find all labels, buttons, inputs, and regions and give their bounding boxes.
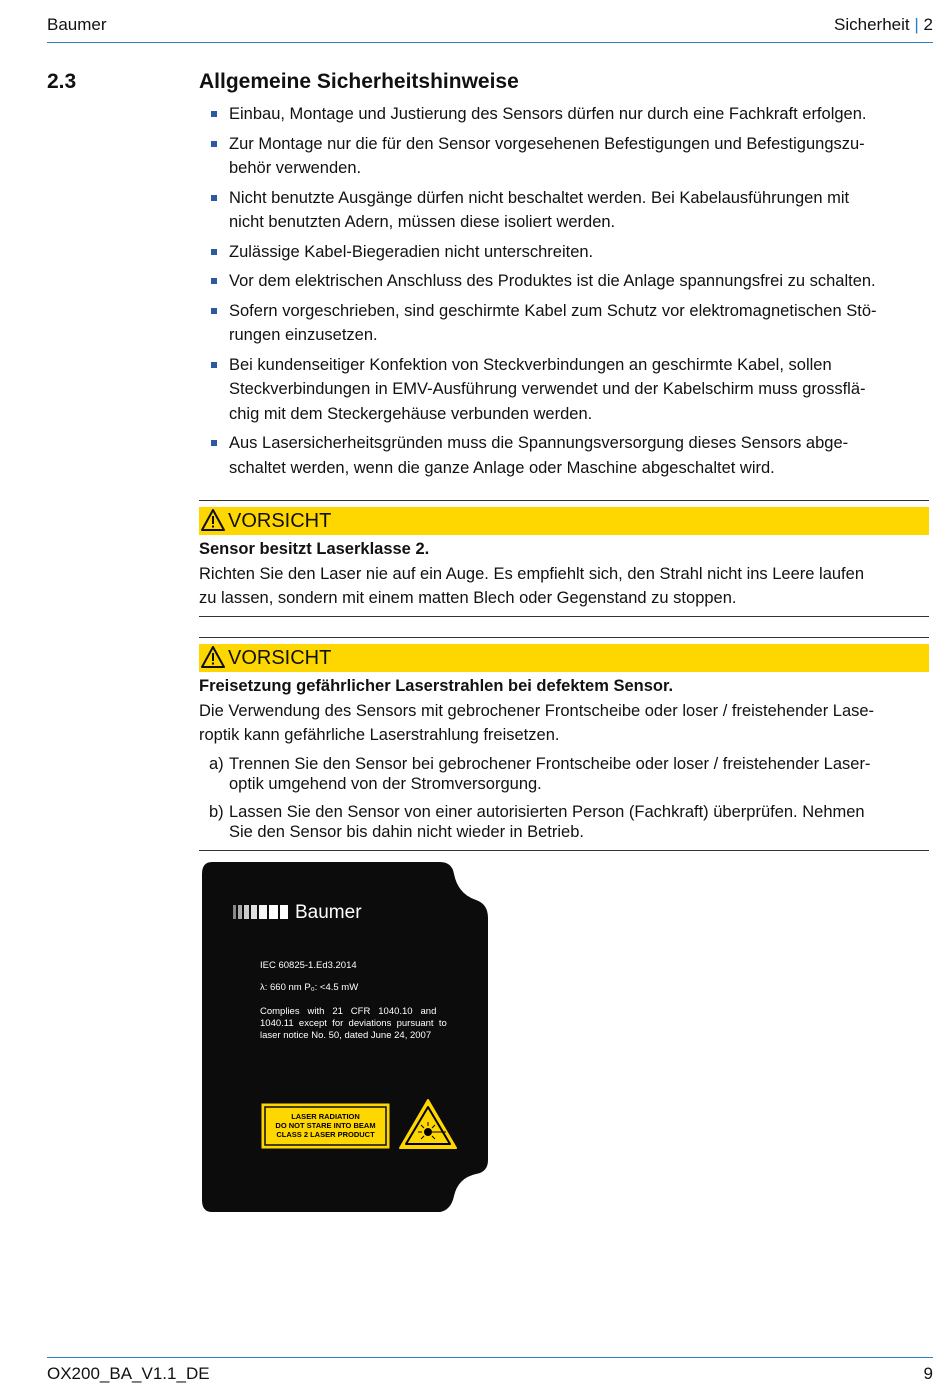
- caution-bottom-rule: [199, 616, 929, 617]
- laser-warning-sticker: [261, 1103, 390, 1149]
- warning-triangle-icon: [201, 646, 225, 673]
- bullet-text: Vor dem elektrischen Anschluss des Produktes ist die Anlage spannungsfrei zu schalten.: [229, 272, 876, 290]
- footer-page-number: 9: [923, 1364, 933, 1383]
- bullet-text: Einbau, Montage und Justierung des Sensors dürfen nur durch eine Fachkraft erfolgen.: [229, 105, 867, 123]
- bullet-square-icon: [211, 249, 217, 255]
- page-header: [47, 14, 933, 43]
- caution-heading: Freisetzung gefährlicher Laserstrahlen bei defektem Sensor.: [199, 677, 674, 695]
- bullet-item: [199, 240, 929, 265]
- bullet-item: [199, 431, 929, 480]
- sensor-device-label-image: [200, 860, 490, 1215]
- step-text: Trennen Sie den Sensor bei gebrochener Frontscheibe oder loser / freistehender Laser- optik umgehend von der Stromversorgung.: [229, 754, 871, 793]
- bullet-text: Nicht benutzte Ausgänge dürfen nicht beschaltet werden. Bei Kabelausführungen mit nicht benutzten Adern, müssen diese isoliert werden.: [229, 188, 850, 231]
- caution-heading: Sensor besitzt Laserklasse 2.: [199, 540, 430, 558]
- header-separator: |: [914, 15, 919, 34]
- caution-label: VORSICHT: [228, 647, 332, 669]
- page-footer: [47, 1357, 933, 1388]
- caution-banner: [199, 507, 929, 535]
- header-section-title: Sicherheit: [834, 15, 910, 34]
- bullet-item: [199, 299, 929, 348]
- device-compliance-2: 1040.11 except for deviations pursuant to: [260, 1018, 447, 1029]
- bullet-square-icon: [211, 195, 217, 201]
- sticker-line-1: LASER RADIATION: [291, 1112, 360, 1121]
- bullet-square-icon: [211, 440, 217, 446]
- device-spec: λ: 660 nm P₀: <4.5 mW: [260, 982, 359, 993]
- header-page: 2: [923, 15, 933, 34]
- caution-bottom-rule: [199, 850, 929, 851]
- section-number: 2.3: [47, 70, 77, 93]
- bullet-text: Zulässige Kabel-Biegeradien nicht unterschreiten.: [229, 242, 594, 261]
- bullet-item: [199, 186, 929, 235]
- bullet-text: Sofern vorgeschrieben, sind geschirmte Kabel zum Schutz vor elektromagnetischen Stö- rungen einzusetzen.: [229, 301, 877, 344]
- device-brand: Baumer: [295, 902, 362, 923]
- warning-triangle-icon: [201, 509, 225, 536]
- bullet-square-icon: [211, 111, 217, 117]
- bullet-text: Aus Lasersicherheitsgründen muss die Spannungsversorgung dieses Sensors abge- schaltet werden, wenn die ganze Anlage oder Maschine abgeschaltet wird.: [229, 434, 849, 477]
- caution-box-laser-class: [199, 500, 929, 617]
- action-steps: [199, 754, 929, 842]
- device-compliance-1: Complies with 21 CFR 1040.10 and: [260, 1006, 437, 1017]
- caution-top-rule: [199, 637, 929, 644]
- bullet-square-icon: [211, 308, 217, 314]
- header-section: [834, 15, 933, 35]
- caution-top-rule: [199, 500, 929, 507]
- caution-banner: [199, 644, 929, 672]
- caution-label: VORSICHT: [228, 510, 332, 532]
- caution-text: Die Verwendung des Sensors mit gebrochener Frontscheibe oder loser / freistehender Lase- roptik kann gefährliche Laserstrahlung freisetzen.: [199, 701, 875, 744]
- step-text: Lassen Sie den Sensor von einer autorisierten Person (Fachkraft) überprüfen. Nehmen Sie den Sensor bis dahin nicht wieder in Betrieb.: [229, 802, 865, 841]
- bullet-item: [199, 269, 929, 294]
- bullet-text: Zur Montage nur die für den Sensor vorgesehenen Befestigungen und Befestigungszu- behör verwenden.: [229, 134, 865, 177]
- section-title: Allgemeine Sicherheitshinweise: [199, 70, 519, 93]
- bullet-item: [199, 353, 929, 427]
- bullet-square-icon: [211, 141, 217, 147]
- sticker-line-3: CLASS 2 LASER PRODUCT: [276, 1130, 375, 1139]
- caution-text: Richten Sie den Laser nie auf ein Auge. Es empfiehlt sich, den Strahl nicht ins Leere laufen zu lassen, sondern mit einem matten Blech oder Gegenstand zu stoppen.: [199, 564, 864, 607]
- action-step: [199, 754, 929, 794]
- sticker-line-2: DO NOT STARE INTO BEAM: [275, 1121, 376, 1130]
- safety-bullet-list: [199, 102, 929, 485]
- device-compliance-3: laser notice No. 50, dated June 24, 2007: [260, 1030, 432, 1041]
- step-letter: b): [209, 802, 224, 821]
- bullet-square-icon: [211, 362, 217, 368]
- footer-doc-id: OX200_BA_V1.1_DE: [47, 1364, 210, 1383]
- bullet-square-icon: [211, 278, 217, 284]
- device-standard: IEC 60825-1.Ed3.2014: [260, 960, 357, 971]
- step-letter: a): [209, 754, 224, 773]
- header-brand: Baumer: [47, 15, 107, 34]
- bullet-text: Bei kundenseitiger Konfektion von Steckverbindungen an geschirmte Kabel, sollen Steckverbindungen in EMV-Ausführung verwendet und der Kabelschirm muss grossflä- chig mit dem Steckergehäuse verbunden werden.: [229, 355, 866, 423]
- bullet-item: [199, 102, 929, 127]
- action-step: [199, 802, 929, 842]
- bullet-item: [199, 132, 929, 181]
- caution-box-defect: [199, 637, 929, 851]
